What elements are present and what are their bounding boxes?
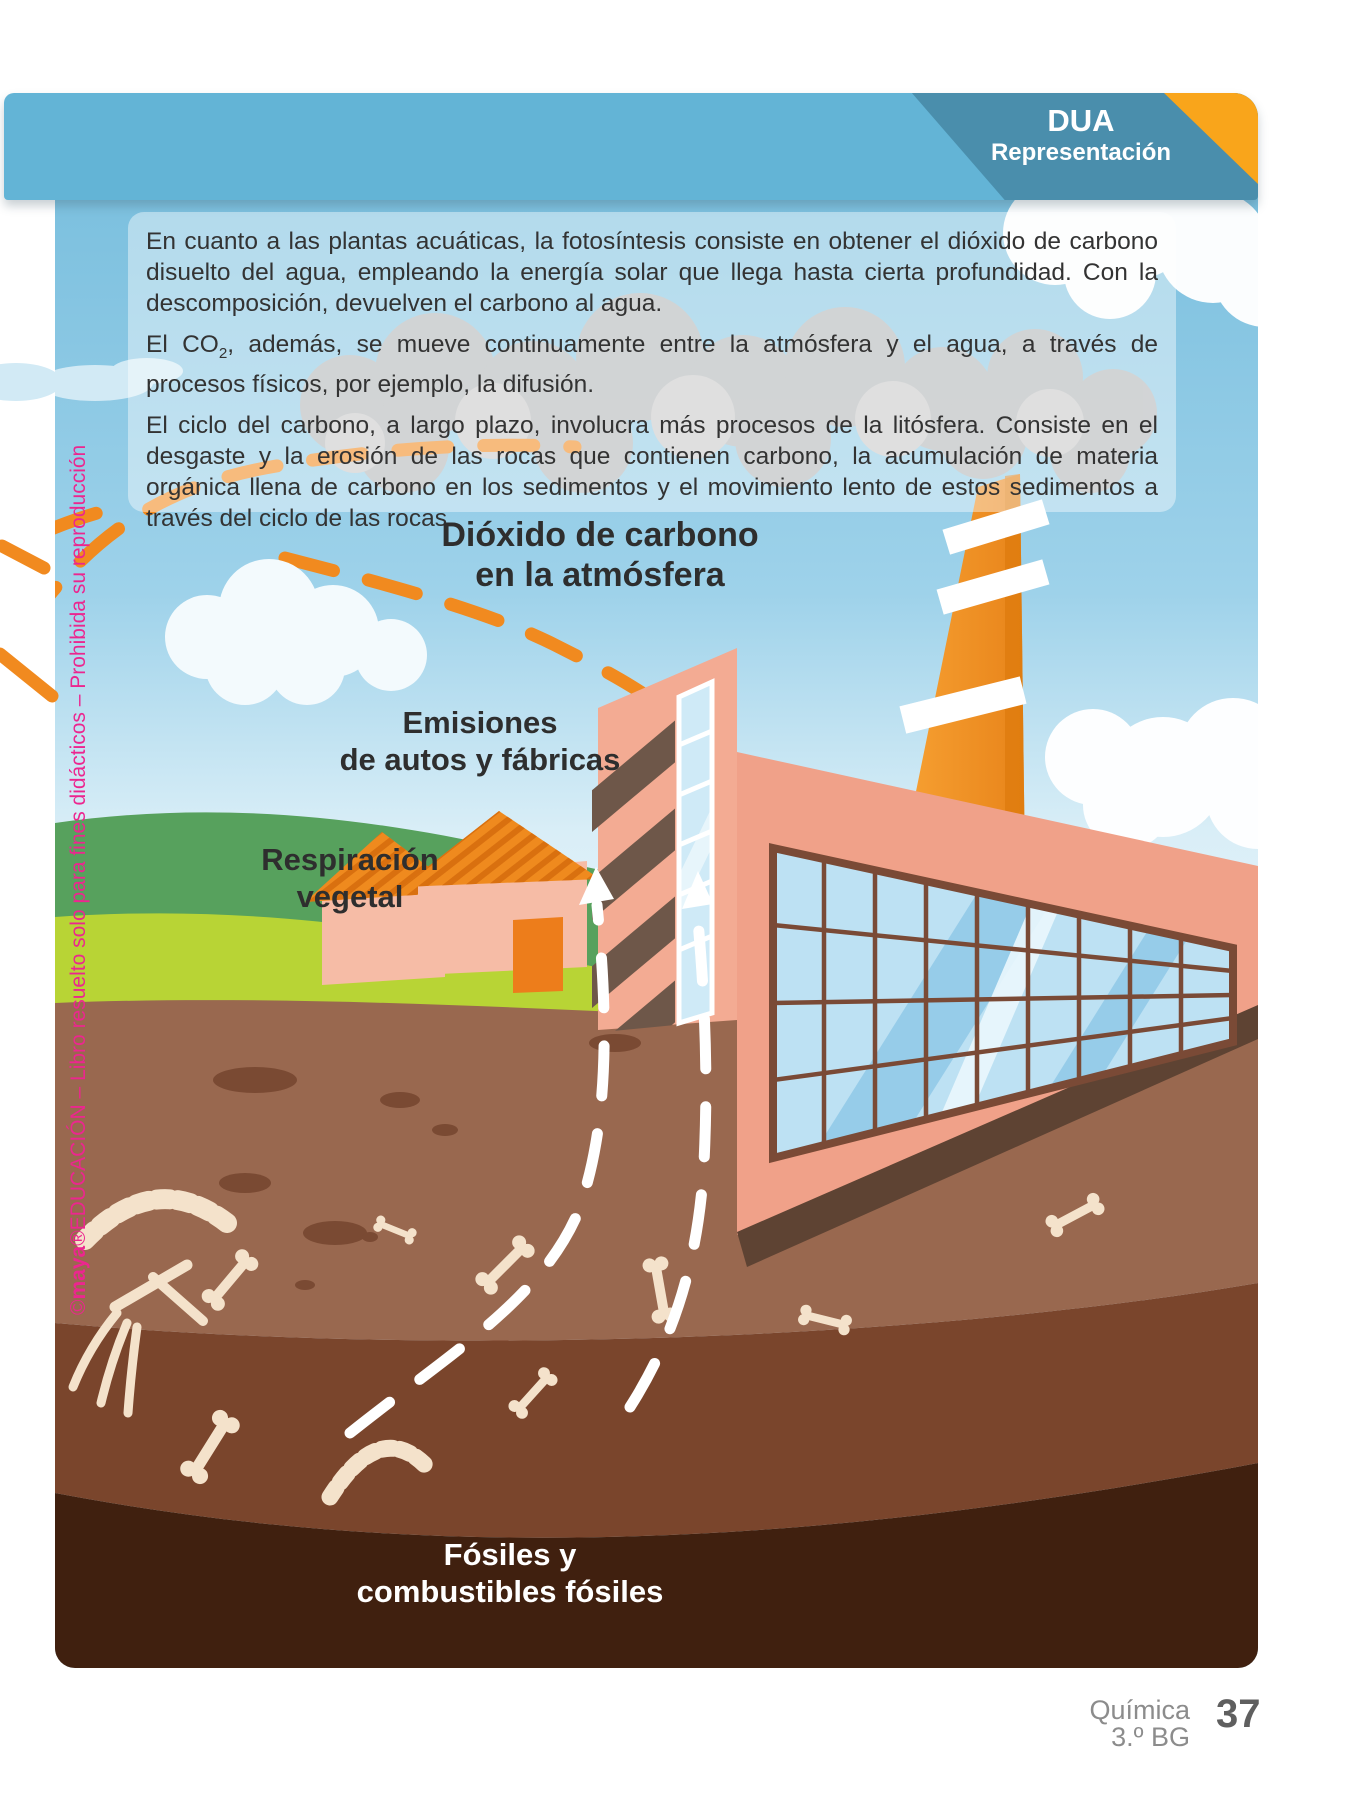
co2-subscript: 2 <box>218 344 228 362</box>
dua-tab-title: DUA <box>1047 103 1115 138</box>
dua-tab-banner <box>4 93 1258 200</box>
label-atmosphere: Dióxido de carbono en la atmósfera <box>441 516 759 594</box>
publisher-brand-suffix: ®EDUCACIÓN <box>67 1104 90 1246</box>
footer-grade: 3.º BG <box>1111 1722 1190 1752</box>
publisher-notice-text: – Libro resuelto solo para fines didácticos – Prohibida su reproducción <box>67 444 90 1105</box>
intro-panel <box>128 212 1176 532</box>
footer-subject: Química <box>1089 1695 1190 1725</box>
margin-decals <box>0 340 60 740</box>
publisher-notice <box>64 425 98 1315</box>
dua-tab-subtitle: Representación <box>990 139 1172 166</box>
publisher-brand: maya <box>67 1245 90 1300</box>
co2-dash <box>0 546 52 696</box>
footer-course <box>1089 1697 1190 1751</box>
label-respiration: Respiración vegetal <box>261 842 439 914</box>
intro-paragraph-3: El ciclo del carbono, a largo plazo, involucra más procesos de la litósfera. Consiste en el desgaste y la erosión de las rocas que contienen carbono, la acumulación de materia orgánica llena de carbono en los sedimentos y el movimiento lento de estos sedimentos a través del ciclo de las rocas. <box>146 411 1158 532</box>
cloud <box>0 363 60 401</box>
label-emissions: Emisiones de autos y fábricas <box>339 705 621 777</box>
label-fossils: Fósiles y combustibles fósiles <box>356 1537 664 1609</box>
copyright-symbol: © <box>67 1299 90 1315</box>
intro-paragraph-1: En cuanto a las plantas acuáticas, la fotosíntesis consiste en obtener el dióxido de carbono disuelto del agua, empleando la energía solar que llega hasta cierta profundidad. Con la descomposición, devuelven el carbono al agua. <box>146 228 1158 317</box>
page-number: 37 <box>1216 1692 1261 1736</box>
intro-paragraph-2: El $CO_2$, además, se mueve continuamente entre la atmósfera y el agua, a través de procesos físicos, por ejemplo, la difusión. <box>146 331 1159 398</box>
